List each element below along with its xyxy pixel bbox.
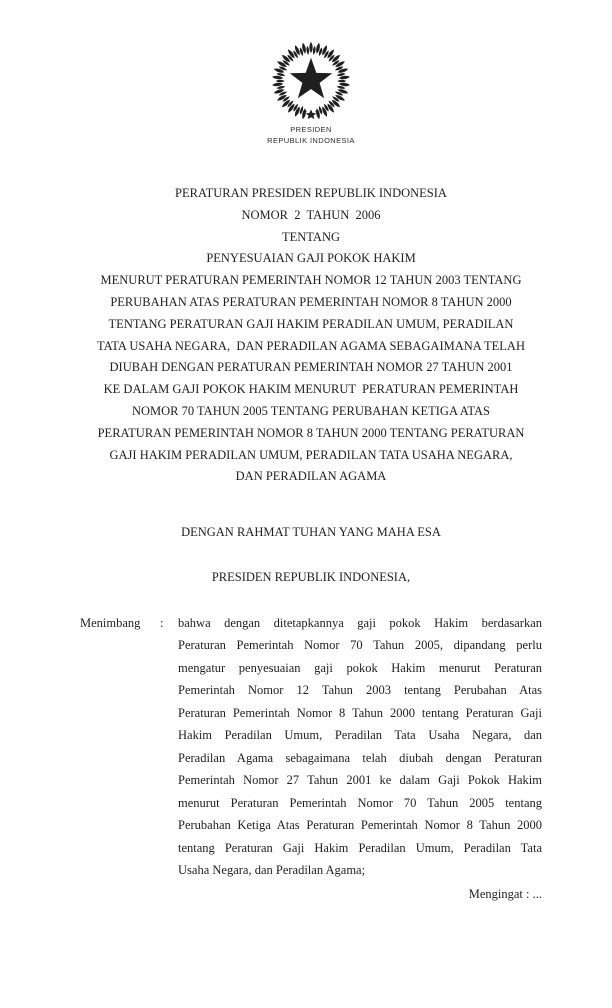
title-line: KE DALAM GAJI POKOK HAKIM MENURUT PERATURAN PEMERINTAH	[103, 382, 519, 397]
star-icon	[290, 58, 332, 98]
letterhead	[80, 38, 542, 129]
paragraph-line: Usaha Negara, dan Peradilan Agama;	[178, 862, 366, 877]
title-line: PENYESUAIAN GAJI POKOK HAKIM	[206, 251, 416, 266]
letterhead-org-lines	[80, 124, 542, 146]
letterhead-presiden: PRESIDEN	[290, 125, 332, 134]
title-line: NOMOR 2 TAHUN 2006	[241, 207, 381, 222]
continuation-catchword: Mengingat : ...	[468, 887, 542, 901]
title-line: NOMOR 70 TAHUN 2005 TENTANG PERUBAHAN KETIGA ATAS	[131, 403, 490, 418]
paragraph-line: mengatur penyesuaian gaji pokok Hakim menurut Peraturan	[178, 660, 542, 675]
paragraph-line: Perubahan Ketiga Atas Peraturan Pemerintah Nomor 8 Tahun 2000	[178, 818, 542, 833]
considerations-label: Menimbang	[80, 616, 141, 630]
title-line: TATA USAHA NEGARA, DAN PERADILAN AGAMA SEBAGAIMANA TELAH	[97, 338, 525, 353]
paragraph-line: bahwa dengan ditetapkannya gaji pokok Hakim berdasarkan	[178, 616, 542, 630]
invocation-line: DENGAN RAHMAT TUHAN YANG MAHA ESA	[181, 525, 441, 539]
issuer-line: PRESIDEN REPUBLIK INDONESIA,	[211, 570, 411, 584]
paragraph-line: Pemerintah Nomor 12 Tahun 2003 tentang Perubahan Atas	[178, 683, 542, 698]
considerations-colon: :	[160, 616, 164, 630]
paragraph-line: Peradilan Agama sebagaimana telah diubah dengan Peraturan	[178, 750, 542, 765]
title-line: PERATURAN PEMERINTAH NOMOR 8 TAHUN 2000 TENTANG PERATURAN	[97, 425, 525, 440]
title-line: TENTANG PERATURAN GAJI HAKIM PERADILAN UMUM, PERADILAN	[108, 316, 514, 331]
paragraph-line: Peraturan Pemerintah Nomor 70 Tahun 2005, dipandang perlu	[178, 638, 542, 653]
title-line: DIUBAH DENGAN PERATURAN PEMERINTAH NOMOR 27 TAHUN 2001	[109, 360, 513, 375]
title-line: PERATURAN PRESIDEN REPUBLIK INDONESIA	[175, 186, 447, 200]
presidential-star-wreath-emblem-icon	[268, 38, 354, 124]
paragraph-line: menurut Peraturan Pemerintah Nomor 70 Tahun 2005 tentang	[178, 795, 542, 810]
title-line: DAN PERADILAN AGAMA	[235, 469, 387, 484]
paragraph-line: tentang Peraturan Gaji Hakim Peradilan Umum, Peradilan Tata	[178, 840, 542, 855]
paragraph-line: Peraturan Pemerintah Nomor 8 Tahun 2000 tentang Peraturan Gaji	[178, 705, 542, 720]
letterhead-republik-indonesia: REPUBLIK INDONESIA	[267, 136, 355, 145]
regulation-title	[80, 183, 542, 488]
title-line: PERUBAHAN ATAS PERATURAN PEMERINTAH NOMOR 8 TAHUN 2000	[110, 294, 512, 309]
wreath-bow-icon	[304, 109, 317, 119]
title-line: TENTANG	[281, 229, 340, 244]
title-line: GAJI HAKIM PERADILAN UMUM, PERADILAN TATA USAHA NEGARA,	[109, 447, 513, 462]
considerations-section	[80, 612, 542, 881]
title-line: MENURUT PERATURAN PEMERINTAH NOMOR 12 TAHUN 2003 TENTANG	[100, 273, 522, 288]
page-content	[80, 0, 542, 1008]
paragraph-line: Pemerintah Nomor 27 Tahun 2001 ke dalam Gaji Pokok Hakim	[178, 773, 542, 788]
considerations-paragraph	[178, 612, 542, 881]
paragraph-line: Hakim Peradilan Umum, Peradilan Tata Usaha Negara, dan	[178, 728, 542, 743]
